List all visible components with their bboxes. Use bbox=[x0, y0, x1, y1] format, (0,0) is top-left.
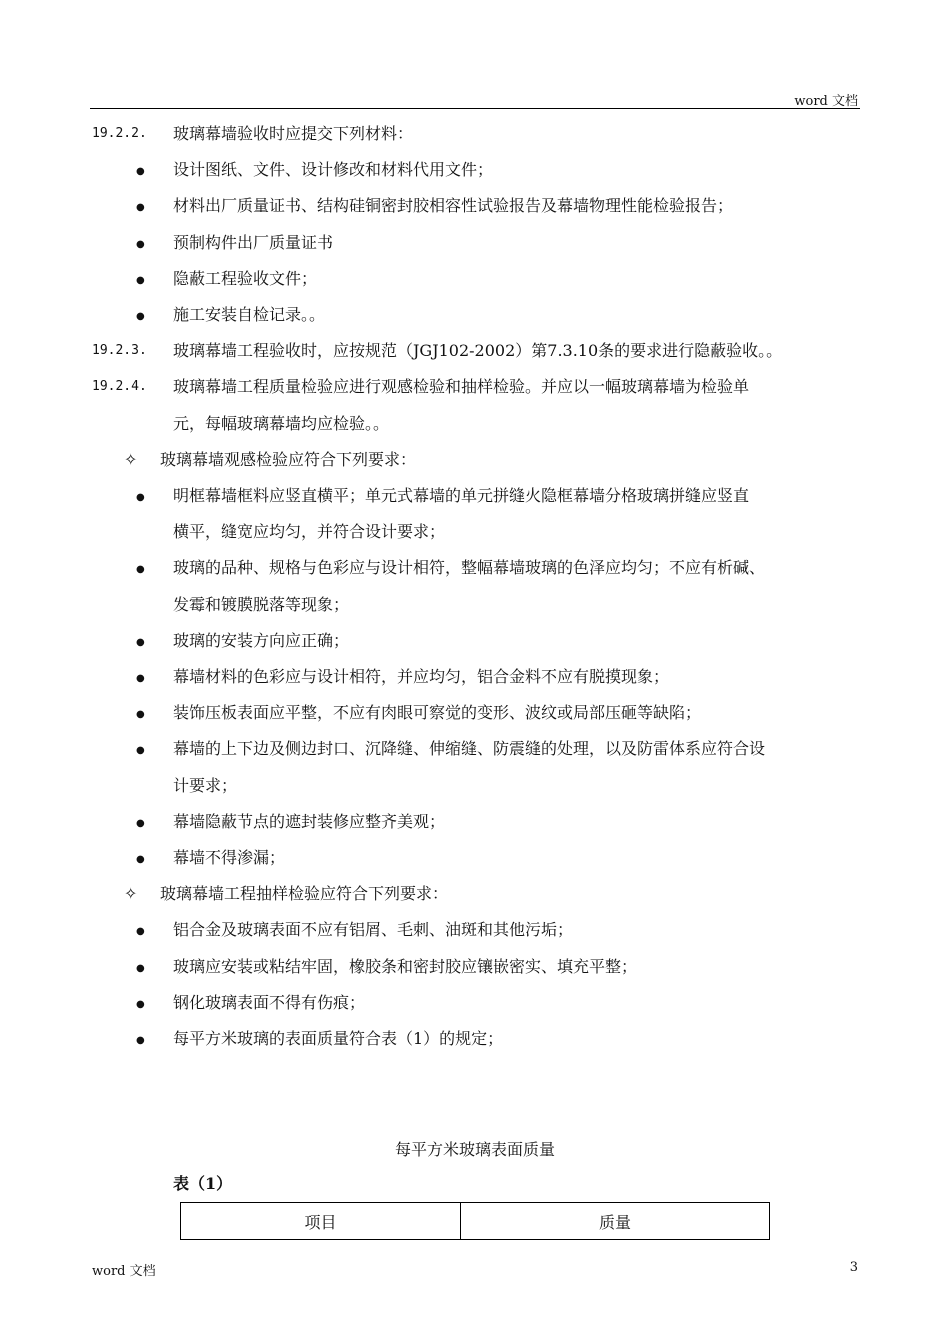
list-item-text: 幕墙隐蔽节点的遮封装修应整齐美观； bbox=[173, 811, 446, 831]
bullet-icon: ● bbox=[136, 817, 145, 829]
list-item-text: 施工安装自检记录。。 bbox=[173, 305, 326, 324]
clause-text: 玻璃幕墙工程验收时，应按规范（JGJ102-2002）第7.3.10条的要求进行隐蔽验收。。 bbox=[173, 341, 783, 361]
header-rule bbox=[90, 108, 860, 109]
list-item-text: 幕墙的上下边及侧边封口、沉降缝、伸缩缝、防震缝的处理，以及防雷体系应符合设 bbox=[173, 739, 766, 759]
list-item-text: 幕墙材料的色彩应与设计相符，并应均匀，铝合金料不应有脱摸现象； bbox=[173, 667, 670, 686]
list-item-text: 材料出厂质量证书、结构硅铜密封胶相容性试验报告及幕墙物理性能检验报告； bbox=[173, 196, 734, 216]
bullet-icon: ● bbox=[136, 274, 145, 286]
list-item-text: 玻璃的品种、规格与色彩应与设计相符，整幅幕墙玻璃的色泽应均匀；不应有析碱、 bbox=[173, 558, 766, 578]
bullet-icon: ● bbox=[136, 238, 145, 250]
list-item-text: 每平方米玻璃的表面质量符合表（1）的规定； bbox=[173, 1029, 504, 1048]
bullet-icon: ● bbox=[136, 492, 145, 503]
clause-text: 玻璃幕墙工程质量检验应进行观感检验和抽样检验。并应以一幅玻璃幕墙为检验单 bbox=[173, 377, 750, 397]
page-footer-text: word 文档 bbox=[92, 1264, 156, 1279]
table-caption: 每平方米玻璃表面质量 bbox=[394, 1140, 555, 1159]
bullet-icon: ● bbox=[136, 202, 145, 214]
subheading-text: 玻璃幕墙工程抽样检验应符合下列要求： bbox=[160, 884, 449, 904]
list-item-text: 设计图纸、文件、设计修改和材料代用文件； bbox=[173, 160, 494, 180]
bullet-icon: ● bbox=[136, 926, 145, 938]
bullet-icon: ● bbox=[136, 1035, 145, 1046]
list-item-text: 玻璃的安装方向应正确； bbox=[173, 630, 350, 650]
clause-text: 玻璃幕墙验收时应提交下列材料： bbox=[173, 124, 414, 143]
page-header-text: word 文档 bbox=[794, 94, 858, 109]
quality-table bbox=[180, 1202, 770, 1240]
bullet-icon: ● bbox=[136, 636, 145, 648]
list-item-text: 玻璃应安装或粘结牢固，橡胶条和密封胶应镶嵌密实、填充平整； bbox=[173, 956, 638, 976]
bullet-icon: ● bbox=[136, 311, 145, 322]
subheading-text: 玻璃幕墙观感检验应符合下列要求： bbox=[160, 449, 417, 469]
diamond-bullet-icon: ✧ bbox=[124, 884, 138, 904]
bullet-icon: ● bbox=[136, 564, 145, 576]
list-item-text: 横平，缝宽应均匀，并符合设计要求； bbox=[173, 522, 446, 542]
list-item-text: 预制构件出厂质量证书 bbox=[173, 232, 334, 252]
bullet-icon: ● bbox=[136, 709, 145, 721]
bullet-icon: ● bbox=[136, 854, 145, 865]
list-item-text: 发霉和镀膜脱落等现象； bbox=[173, 594, 350, 614]
diamond-bullet-icon: ✧ bbox=[124, 449, 138, 469]
clause-number: 19.2.2. bbox=[92, 126, 147, 141]
list-item-text: 钢化玻璃表面不得有伤痕； bbox=[173, 992, 366, 1012]
clause-number: 19.2.3. bbox=[92, 343, 147, 359]
list-item-text: 装饰压板表面应平整，不应有肉眼可察觉的变形、波纹或局部压砸等缺陷； bbox=[173, 703, 702, 723]
table-label: 表（1） bbox=[173, 1174, 233, 1193]
page-number: 3 bbox=[849, 1260, 858, 1275]
list-item-text: 隐蔽工程验收文件； bbox=[173, 268, 318, 288]
list-item-text: 明框幕墙框料应竖直横平；单元式幕墙的单元拼缝火隐框幕墙分格玻璃拼缝应竖直 bbox=[173, 486, 750, 505]
table-header-row bbox=[181, 1203, 770, 1240]
table-header-quality: 质量 bbox=[461, 1203, 770, 1240]
bullet-icon: ● bbox=[136, 166, 145, 178]
clause-text: 元，每幅玻璃幕墙均应检验。。 bbox=[173, 413, 390, 433]
bullet-icon: ● bbox=[136, 745, 145, 757]
bullet-icon: ● bbox=[136, 998, 145, 1010]
table-header-item: 项目 bbox=[181, 1203, 461, 1240]
bullet-icon: ● bbox=[136, 673, 145, 684]
list-item-text: 计要求； bbox=[173, 775, 238, 795]
list-item-text: 铝合金及玻璃表面不应有铝屑、毛刺、油斑和其他污垢； bbox=[173, 920, 574, 940]
bullet-icon: ● bbox=[136, 962, 145, 974]
clause-number: 19.2.4. bbox=[92, 379, 147, 395]
list-item-text: 幕墙不得渗漏； bbox=[173, 848, 286, 867]
